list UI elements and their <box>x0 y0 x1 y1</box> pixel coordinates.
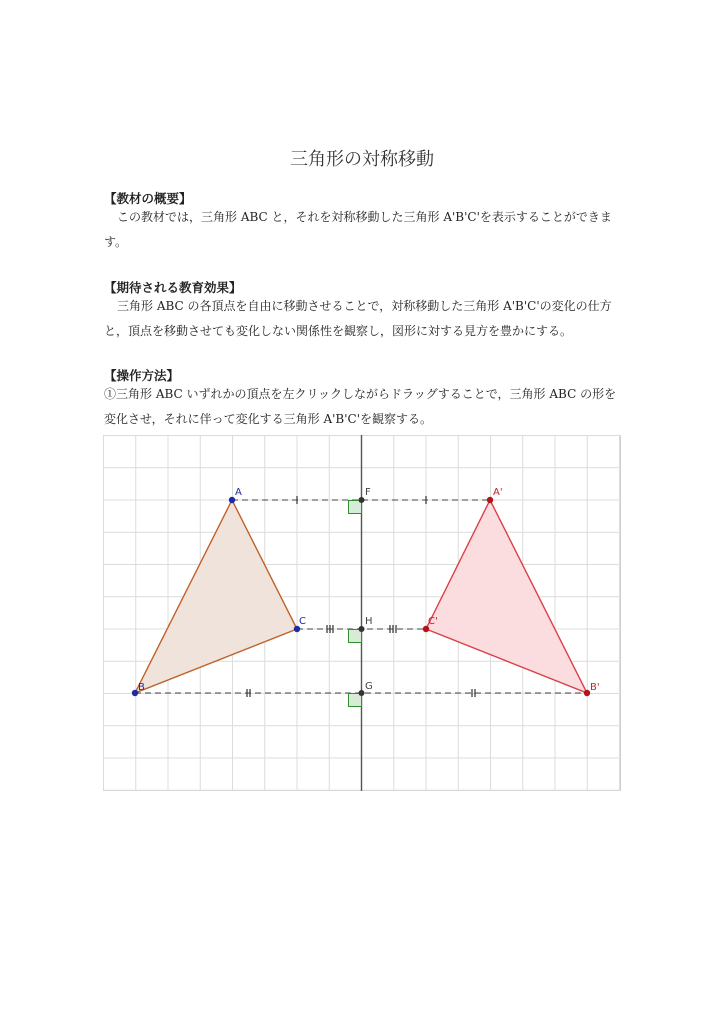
label-f: F <box>365 487 371 498</box>
point-h <box>359 626 365 632</box>
effects-heading: 【期待される教育効果】 <box>104 280 242 295</box>
label-b-prime: B' <box>590 682 600 693</box>
operation-text: ①三角形 ABC いずれかの頂点を左クリックしながらドラッグすることで，三角形 ABC の形を変化させ，それに伴って変化する三角形 A'B'C'を観察する。 <box>104 387 617 426</box>
page-title: 三角形の対称移動 <box>290 149 434 170</box>
symmetry-figure <box>103 435 621 791</box>
overview-text: この教材では，三角形 ABC と，それを対称移動した三角形 A'B'C'を表示することができます。 <box>104 210 612 249</box>
label-c-prime: C' <box>428 616 438 627</box>
label-g: G <box>365 681 373 692</box>
effects-text: 三角形 ABC の各頂点を自由に移動させることで，対称移動した三角形 A'B'C'の変化の仕方と，頂点を移動させても変化しない関係性を観察し，図形に対する見方を豊かにする。 <box>104 299 612 338</box>
label-a: A <box>235 487 242 498</box>
label-c: C <box>299 616 306 627</box>
point-f <box>359 497 365 503</box>
label-b: B <box>138 682 145 693</box>
label-h: H <box>365 616 373 627</box>
point-g <box>359 690 365 696</box>
operation-heading: 【操作方法】 <box>104 368 180 383</box>
overview-heading: 【教材の概要】 <box>104 191 192 206</box>
label-a-prime: A' <box>493 487 503 498</box>
